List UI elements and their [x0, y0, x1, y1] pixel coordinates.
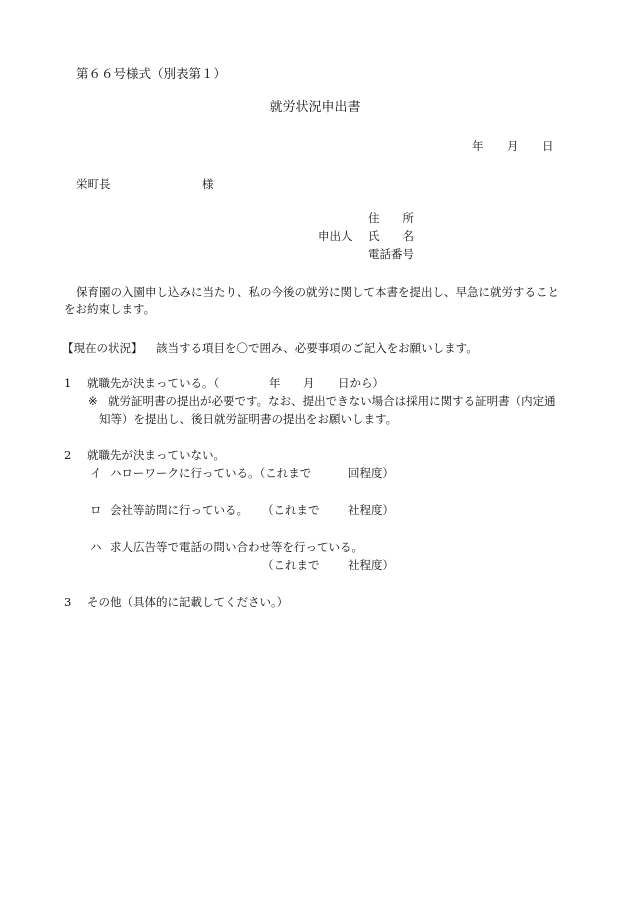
addressee-honorific: 様	[202, 177, 214, 191]
applicant-group-label: 申出人	[318, 229, 353, 243]
item-2-number: 2	[64, 448, 72, 462]
item-2-sub-ha-label: ハ	[90, 540, 102, 554]
item-1-number: 1	[64, 376, 72, 390]
date-day-label: 日	[542, 139, 554, 153]
item-2-sub-i-text: ハローワークに行っている。（これまで	[110, 466, 312, 480]
item-2-sub-i-label: イ	[90, 466, 102, 480]
status-heading: 【現在の状況】	[62, 341, 143, 355]
item-2-sub-ha-text: 求人広告等で電話の問い合わせ等を行っている。	[110, 540, 363, 554]
date-year-label: 年	[472, 139, 484, 153]
item-2-sub-ro-prefix: （これまで	[262, 503, 320, 517]
item-1-month-label: 月	[303, 376, 315, 390]
item-3-number: 3	[64, 595, 72, 609]
item-1-year-label: 年	[269, 376, 281, 390]
item-2-sub-ro-text: 会社等訪問に行っている。	[110, 503, 248, 517]
item-3-text: その他（具体的に記載してください。）	[87, 595, 289, 609]
item-1-note-mark: ※	[88, 394, 98, 408]
document-title: 就労状況申出書	[269, 100, 361, 115]
item-2-sub-ha-suffix: 社程度）	[348, 558, 394, 572]
intro-line-1: 保育園の入園申し込みに当たり、私の今後の就労に関して本書を提出し、早急に就労すること	[76, 285, 559, 299]
item-2-text: 就職先が決まっていない。	[87, 448, 225, 462]
item-2-sub-ro-suffix: 社程度）	[348, 503, 394, 517]
item-2-sub-ha-prefix: （これまで	[262, 558, 320, 572]
applicant-name-label: 氏 名	[368, 229, 414, 243]
form-number: 第６６号様式（別表第１）	[76, 66, 227, 81]
applicant-address-label: 住 所	[368, 211, 414, 225]
item-1-text: 就職先が決まっている。（	[87, 376, 220, 390]
status-instruction: 該当する項目を〇で囲み、必要事項のご記入をお願いします。	[156, 341, 478, 355]
item-1-note-line-1: 就労証明書の提出が必要です。なお、提出できない場合は採用に関する証明書（内定通	[108, 394, 556, 408]
item-2-sub-ro-label: ロ	[90, 503, 102, 517]
addressee-name: 栄町長	[76, 177, 111, 191]
item-1-day-from-label: 日から）	[338, 376, 384, 390]
applicant-phone-label: 電話番号	[368, 247, 414, 261]
item-1-note-line-2: 知等）を提出し、後日就労証明書の提出をお願いします。	[99, 412, 398, 426]
intro-line-2: をお約束します。	[64, 302, 156, 316]
item-2-sub-i-suffix: 回程度）	[348, 466, 394, 480]
date-month-label: 月	[507, 139, 519, 153]
